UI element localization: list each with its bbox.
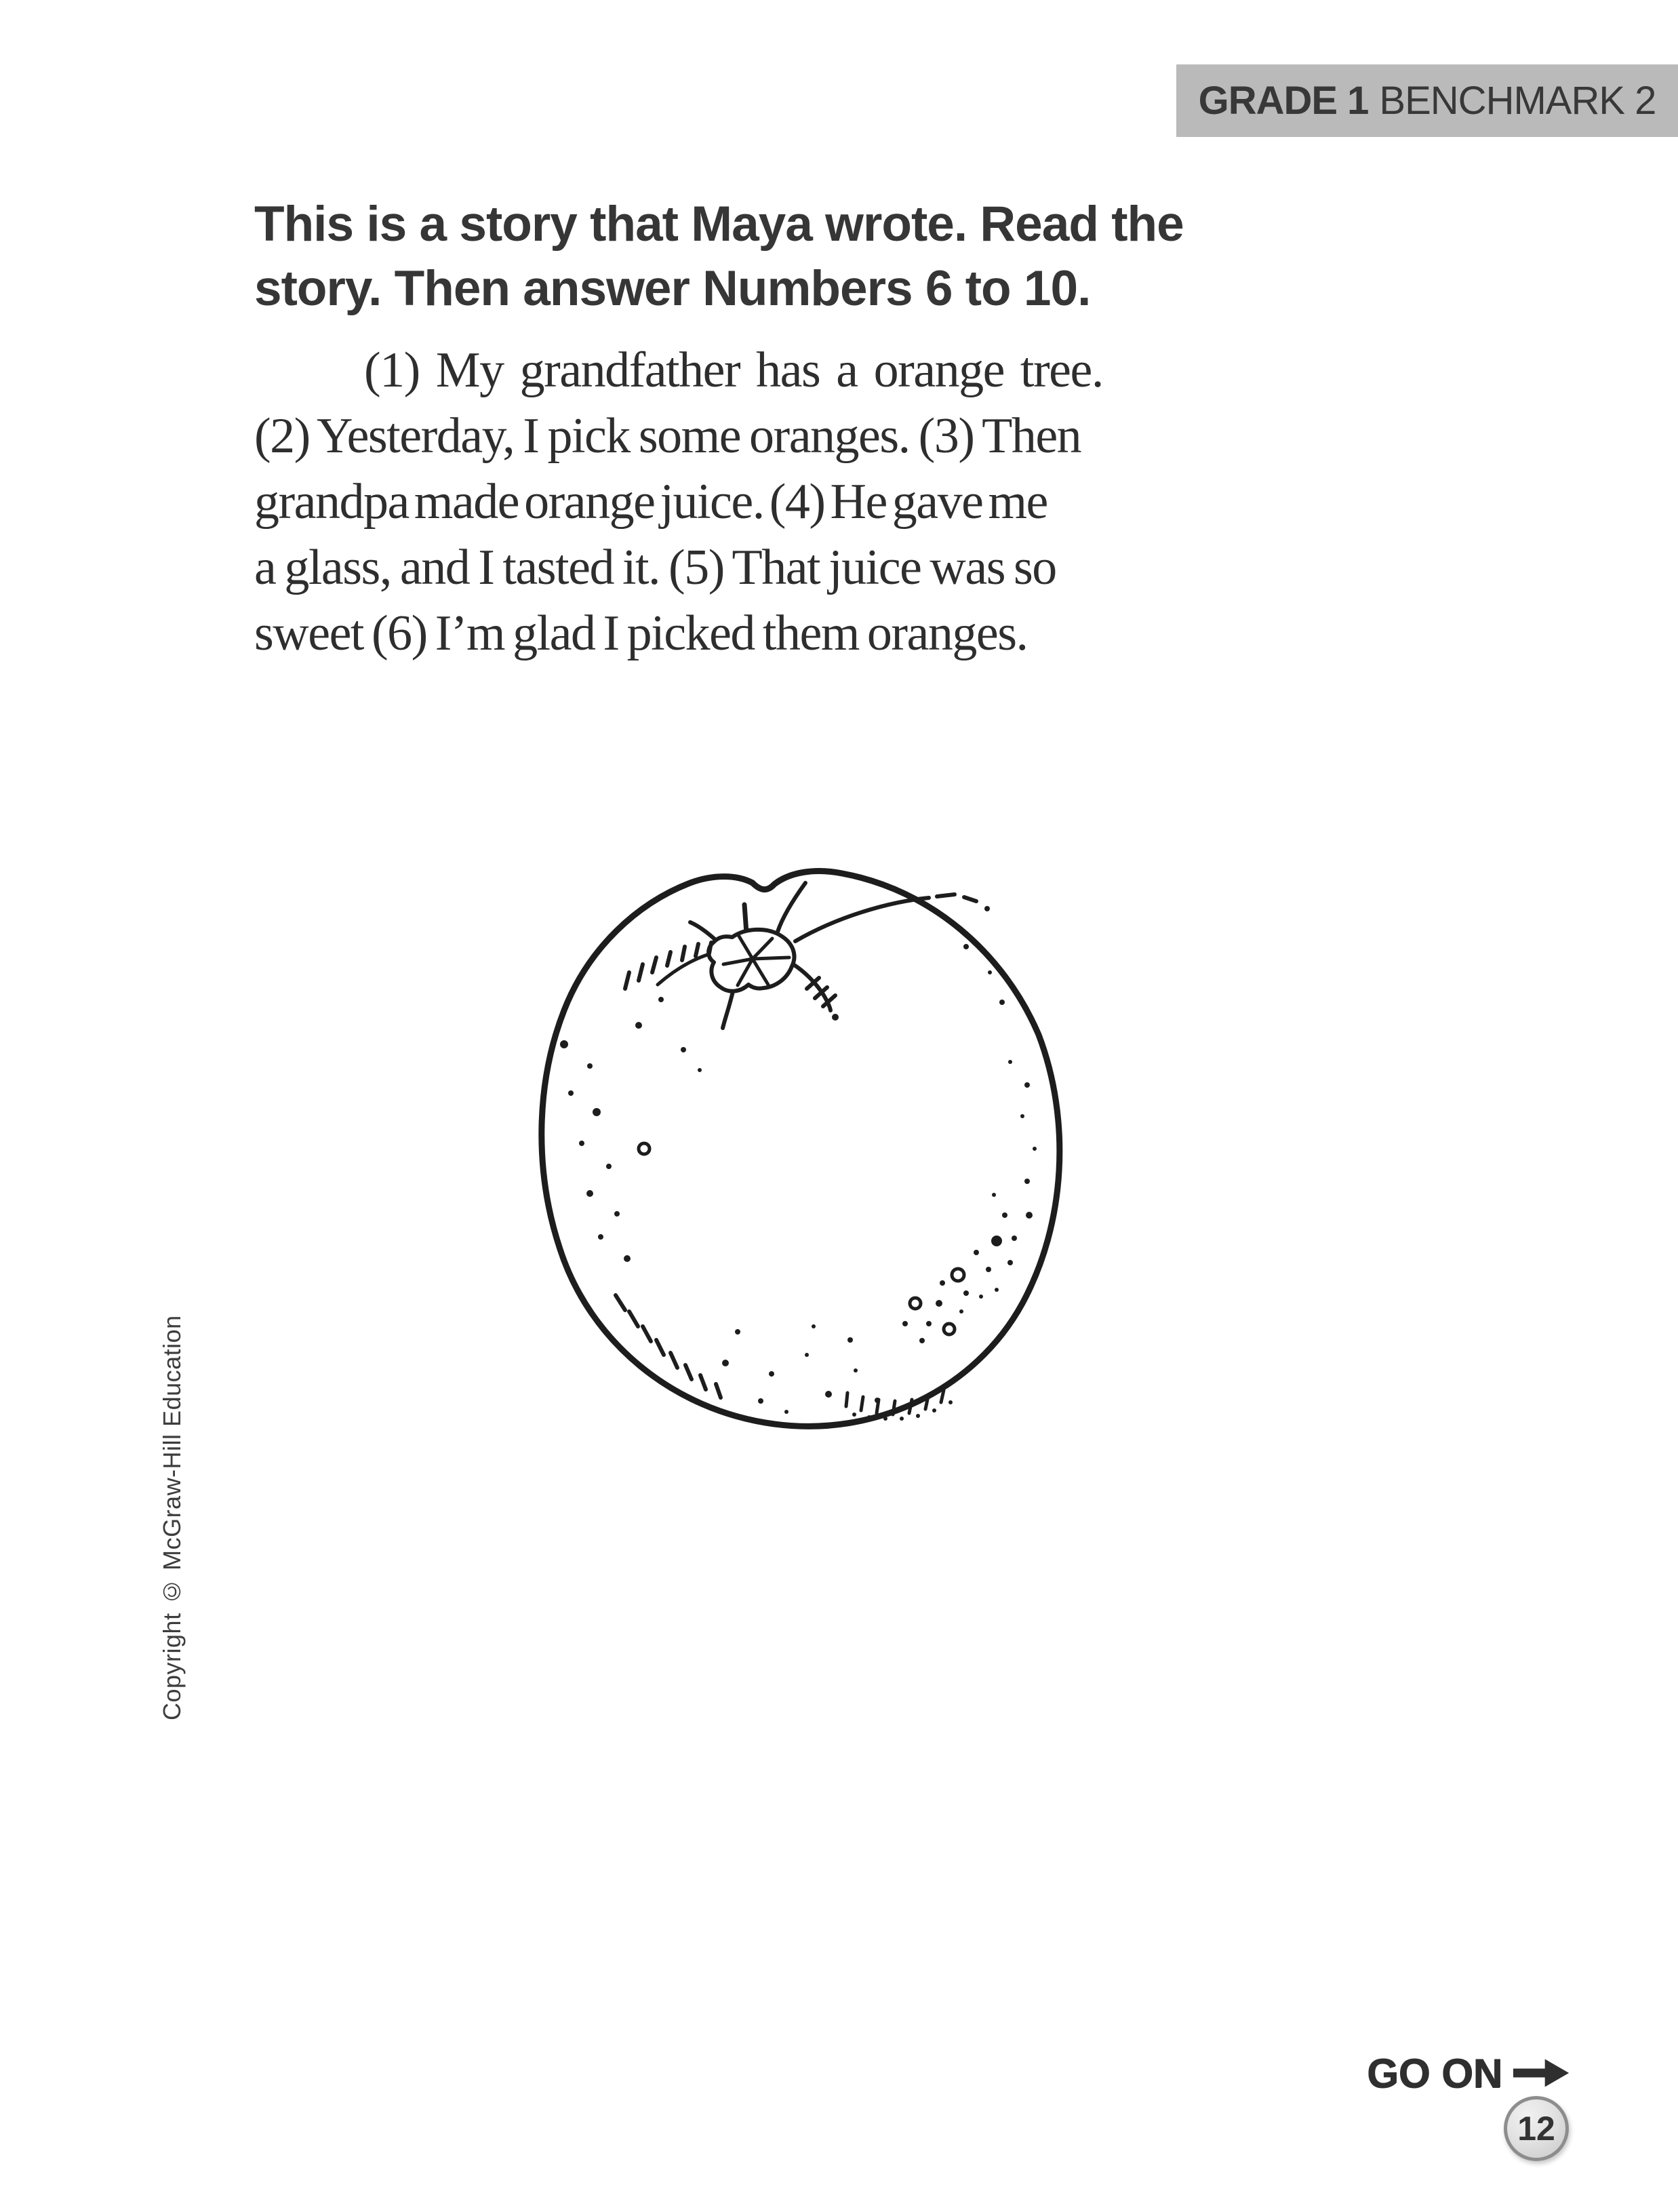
orange-illustration xyxy=(522,856,1085,1431)
grade-label: GRADE 1 xyxy=(1198,79,1369,123)
story-line: (2) Yesterday, I pick some oranges. (3) Then xyxy=(254,408,1081,464)
directions-line: This is a story that Maya wrote. Read the xyxy=(254,197,1184,252)
story-line: (1) My grandfather has a orange tree. xyxy=(364,342,1103,398)
page-number: 12 xyxy=(1517,2110,1555,2148)
orange-outline xyxy=(542,871,1060,1427)
story-line: grandpa made orange juice. (4) He gave me xyxy=(254,474,1047,530)
directions-line: story. Then answer Numbers 6 to 10. xyxy=(254,261,1091,316)
go-on-indicator xyxy=(1367,2049,1570,2097)
directions-text xyxy=(254,192,1184,321)
story-passage xyxy=(254,338,1103,667)
story-line: sweet (6) I’m glad I picked them oranges. xyxy=(254,606,1028,661)
go-on-arrow-icon xyxy=(1513,2056,1570,2090)
go-on-label: GO ON xyxy=(1367,2050,1503,2096)
page-number-badge xyxy=(1504,2096,1569,2161)
grade-benchmark-banner xyxy=(1176,64,1678,137)
benchmark-label: BENCHMARK 2 xyxy=(1379,79,1656,123)
copyright-vertical-text: Copyright © McGraw-Hill Education xyxy=(158,1315,186,1720)
story-line: a glass, and I tasted it. (5) That juice was so xyxy=(254,540,1056,595)
